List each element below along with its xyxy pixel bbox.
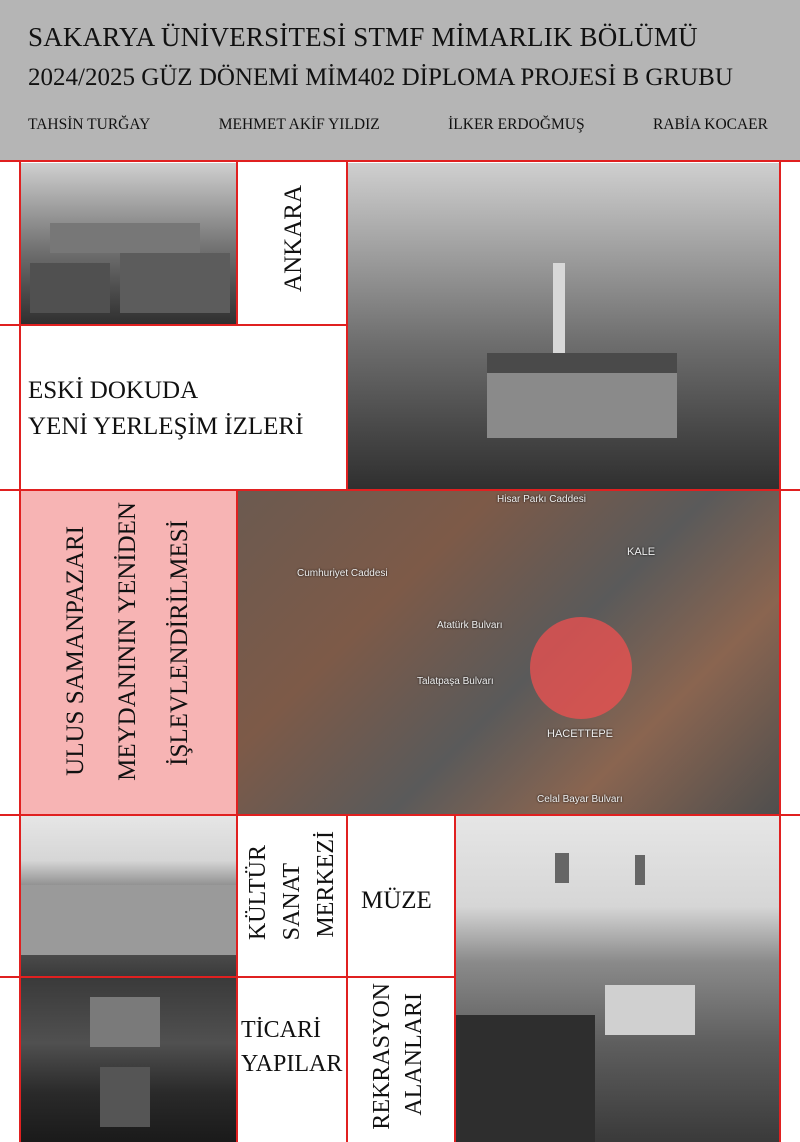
author-name: İLKER ERDOĞMUŞ bbox=[448, 116, 585, 133]
map-label-celal: Celal Bayar Bulvarı bbox=[537, 794, 623, 805]
map-label-hisar: Hisar Parkı Caddesi bbox=[497, 494, 586, 505]
ankara-label-panel bbox=[237, 163, 347, 325]
stone-building-shape bbox=[20, 885, 237, 955]
museum-label: MÜZE bbox=[361, 887, 432, 914]
grid-line bbox=[0, 489, 800, 491]
ankara-skyline-photo bbox=[455, 815, 780, 1142]
dome-building-shape bbox=[605, 985, 695, 1035]
grid-line bbox=[346, 160, 348, 490]
project-title-line-2: MEYDANININ YENİDEN bbox=[114, 502, 141, 781]
recreation-label-panel bbox=[347, 977, 455, 1142]
grid-line bbox=[0, 160, 800, 162]
author-name: MEHMET AKİF YILDIZ bbox=[218, 116, 380, 133]
grid-line bbox=[19, 160, 21, 1142]
author-list bbox=[28, 116, 768, 134]
culture-label-line-2: SANAT bbox=[279, 863, 305, 941]
subtitle-line-2: YENİ YERLEŞİM İZLERİ bbox=[28, 413, 304, 440]
site-satellite-map bbox=[237, 490, 780, 815]
museum-interior-photo bbox=[20, 977, 237, 1142]
map-label-hacettepe: HACETTEPE bbox=[547, 728, 614, 740]
old-town-mosque-photo bbox=[347, 163, 780, 490]
author-name: TAHSİN TURĞAY bbox=[28, 116, 151, 133]
subtitle-panel bbox=[20, 325, 347, 490]
commercial-label-panel bbox=[237, 977, 347, 1142]
grid-line bbox=[236, 489, 238, 1142]
course-title: 2024/2025 GÜZ DÖNEMİ MİM402 DİPLOMA PROJESİ B GRUBU bbox=[28, 64, 733, 91]
culture-label-panel bbox=[237, 815, 347, 977]
commercial-label-line-1: TİCARİ bbox=[241, 1017, 321, 1043]
grid-line bbox=[454, 814, 456, 1142]
project-title-line-3: İŞLEVLENDİRİLMESİ bbox=[166, 520, 193, 766]
grid-line bbox=[0, 324, 347, 326]
commercial-label-line-2: YAPILAR bbox=[241, 1051, 343, 1077]
subtitle-line-1: ESKİ DOKUDA bbox=[28, 377, 199, 404]
museum-label-panel bbox=[347, 815, 455, 977]
cultural-building-photo bbox=[20, 815, 237, 977]
grid-line bbox=[236, 160, 238, 326]
city-label: ANKARA bbox=[280, 185, 307, 292]
recreation-label-line-1: REKRASYON bbox=[369, 983, 395, 1130]
project-title-line-1: ULUS SAMANPAZARI bbox=[62, 526, 89, 776]
culture-label-line-3: MERKEZİ bbox=[313, 831, 339, 938]
culture-label-line-1: KÜLTÜR bbox=[245, 845, 271, 941]
grid-line bbox=[0, 814, 800, 816]
grid-line bbox=[779, 160, 781, 1142]
map-label-ataturk: Atatürk Bulvarı bbox=[437, 620, 503, 631]
recreation-label-line-2: ALANLARI bbox=[401, 993, 427, 1116]
grid-line bbox=[0, 976, 455, 978]
map-label-talatpasa: Talatpaşa Bulvarı bbox=[417, 676, 494, 687]
project-title-panel bbox=[20, 490, 237, 815]
header-banner bbox=[0, 0, 800, 160]
map-label-kale: KALE bbox=[627, 546, 656, 558]
grid-line bbox=[346, 814, 348, 1142]
minaret-shape bbox=[553, 263, 565, 363]
ankara-rooftops-photo bbox=[20, 163, 237, 325]
university-title: SAKARYA ÜNİVERSİTESİ STMF MİMARLIK BÖLÜMÜ bbox=[28, 22, 698, 52]
site-location-marker bbox=[530, 617, 632, 719]
map-label-cumhuriyet: Cumhuriyet Caddesi bbox=[297, 568, 388, 579]
author-name: RABİA KOCAER bbox=[653, 116, 768, 133]
